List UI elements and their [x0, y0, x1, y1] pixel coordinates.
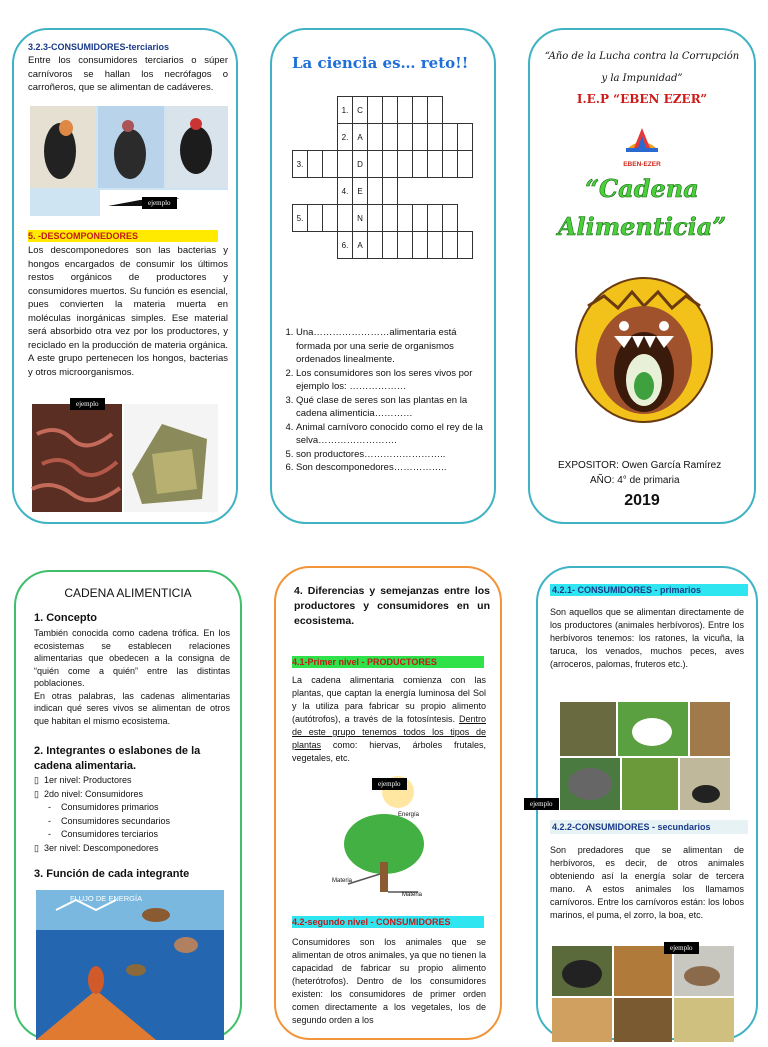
segundo-nivel-heading: 4.2-segundo nivel - CONSUMIDORES — [292, 916, 484, 928]
crossword-row — [293, 178, 473, 205]
secundarios-heading: 4.2.2-CONSUMIDORES - secundarios — [550, 820, 748, 834]
crossword-letter: A — [353, 124, 368, 151]
list-item: - Consumidores secundarios — [48, 815, 171, 826]
ejemplo-label: ejemplo — [372, 778, 407, 790]
motto-line-1: “Año de la Lucha contra la Corrupción — [544, 51, 740, 62]
motto-line-2: y la Impunidad” — [601, 73, 683, 84]
crossword-number: 2. — [338, 124, 353, 151]
energia-label: Energía — [398, 812, 420, 818]
list-item-text: Consumidores primarios — [61, 802, 159, 813]
crossword-row — [293, 97, 473, 124]
carnivores-image — [552, 946, 734, 1042]
materia-label-2: Materia — [402, 892, 423, 898]
year: 2019 — [624, 492, 660, 509]
primer-nivel-text — [292, 674, 486, 765]
school-year: AÑO: 4° de primaria — [590, 475, 680, 486]
tree-energy-illustration — [328, 774, 440, 904]
terciarios-heading: 3.2.3-CONSUMIDORES-terciarios — [28, 42, 170, 52]
list-item-text: Consumidores secundarios — [61, 815, 171, 826]
crossword-number: 5. — [293, 205, 308, 232]
crossword-row — [293, 232, 473, 259]
crossword-number: 1. — [338, 97, 353, 124]
expositor: EXPOSITOR: Owen García Ramírez — [558, 460, 722, 471]
crossword-row — [293, 205, 473, 232]
herbivores-image — [560, 702, 730, 810]
integrantes-heading: 2. Integrantes o eslabones de la cadena alimentaria. — [34, 745, 201, 772]
question-item: 4. Animal carnívoro conocido como el rey de la selva……………………. — [296, 421, 492, 448]
panel-terciarios-descomponedores — [12, 28, 238, 524]
ejemplo-label-2: ejemplo — [70, 398, 105, 410]
crossword-letter: C — [353, 97, 368, 124]
question-item: 1. Una……………………alimentaria está formada por una serie de organismos ordenados linealmente. — [296, 326, 492, 367]
list-item: - Consumidores terciarios — [48, 829, 159, 840]
list-item-text: 3er nivel: Descomponedores — [43, 842, 159, 853]
crossword-number: 6. — [338, 232, 353, 259]
list-item: ▯ 3er nivel: Descomponedores — [34, 842, 159, 853]
crossword-number: 3. — [293, 151, 308, 178]
primer-nivel-text-a: La cadena alimentaria comienza con las plantas, que captan la energía luminosa del Sol y la utiliza para fabricar su propio alimento (autótrofos), a través de la fotosíntesis. — [292, 675, 486, 724]
diferencias-heading: 4. Diferencias y semejanzas entre los productores y consumidores en un ecosistema. — [294, 585, 490, 627]
list-item: ▯ 1er nivel: Productores — [34, 775, 132, 785]
concepto-paragraph-2: En otras palabras, las cadenas alimentarias indican qué seres vivos se alimentan de otros que habitan el mismo ecosistema. — [34, 690, 230, 726]
list-item-text: Consumidores terciarios — [61, 829, 159, 840]
panel-productores — [274, 566, 502, 1040]
panel-cadena-alimenticia — [14, 570, 242, 1040]
concepto-paragraph-1: También conocida como cadena trófica. En los ecosistemas se establecen relaciones alimentarias que obedecen a la consigna de “quién come a quién” entre las distintas poblaciones. — [34, 628, 230, 688]
question-item: 6. Son descomponedores…………….. — [296, 461, 492, 475]
school-logo-icon — [620, 122, 664, 168]
panel-portada — [528, 28, 756, 524]
terciarios-text: Entre los consumidores terciarios o súper carnívoros se hallan los necrófagos o carroñeros, que se alimentan de cadáveres. — [28, 55, 228, 93]
crossword-title: La ciencia es… reto!! — [292, 54, 469, 72]
motto — [530, 46, 754, 90]
ejemplo-label: ejemplo — [142, 197, 177, 209]
ejemplo-label-2: ejemplo — [664, 942, 699, 954]
question-item: 5. son productores…………………….. — [296, 448, 492, 462]
logo-text: EBEN-EZER — [623, 161, 661, 168]
primarios-text: Son aquellos que se alimentan directamente de los productores (animales herbívoros). Entre los herbívoros tenemos: los ratones, la vicuña, la taruca, los venados, muchos peces, aves (arroceros, palomas, fruteros etc.). — [550, 607, 744, 669]
materia-label-1: Materia — [332, 878, 353, 884]
crossword-row — [293, 151, 473, 178]
list-item: - Consumidores primarios — [48, 802, 159, 813]
school-name: I.E.P “EBEN EZER” — [576, 92, 708, 106]
energy-flow-image — [36, 890, 224, 1040]
crossword-number: 4. — [338, 178, 353, 205]
energy-flow-label: FLUJO DE ENERGÍA — [70, 894, 143, 903]
primer-nivel-text-c: como: hiervas, árboles frutales, vegetales, etc. — [292, 740, 486, 763]
primer-nivel-heading: 4.1-Primer nivel - PRODUCTORES — [292, 656, 484, 668]
question-item: 2. Los consumidores son los seres vivos por ejemplo los: ……………… — [296, 367, 492, 394]
primarios-heading: 4.2.1- CONSUMIDORES - primarios — [550, 584, 748, 596]
panel-consumidores — [530, 566, 758, 1040]
segundo-nivel-text: Consumidores son los animales que se alimentan de otros animales, ya que no tienen la capacidad de fabricar su propio alimento (heterótrofos). Dentro de los consumidores existen: los consumidores de primer orden comen directamente a los vegetales, los de segundo orden a los — [292, 937, 486, 1025]
section-title: CADENA ALIMENTICIA — [64, 586, 192, 600]
ejemplo-label: ejemplo — [524, 798, 559, 810]
crossword-letter: E — [353, 178, 368, 205]
funcion-heading: 3. Función de cada integrante — [34, 868, 190, 880]
title-line-2: Alimenticia” — [557, 212, 727, 241]
list-item: ▯ 2do nivel: Consumidores — [34, 788, 144, 799]
brochure-title — [530, 170, 754, 246]
secundarios-text: Son predadores que se alimentan de herbívoros, es decir, de otros animales obteniendo así la energía solar de tercera mano. A estos animales los llamamos carnívoros. Entre los carnívoros están: los lobos marinos, el puma, el zorro, la boa, etc. — [550, 845, 744, 920]
crossword-grid — [292, 96, 473, 259]
title-line-1: “Cadena — [585, 174, 699, 203]
crossword-questions — [282, 326, 492, 475]
list-item-text: 2do nivel: Consumidores — [43, 788, 144, 799]
panel-crucigrama — [270, 28, 496, 524]
list-item-text: 1er nivel: Productores — [43, 775, 132, 785]
concepto-heading: 1. Concepto — [34, 612, 97, 624]
lion-illustration — [574, 276, 714, 424]
crossword-row — [293, 124, 473, 151]
scavenger-birds-image — [30, 106, 228, 216]
primer-nivel-text-underlined: Dentro de este grupo tenemos todos los tipos de plantas — [292, 714, 486, 750]
crossword-letter: D — [353, 151, 368, 178]
question-item: 3. Qué clase de seres son las plantas en la cadena alimenticia………… — [296, 394, 492, 421]
descomponedores-text: Los descomponedores son las bacterias y hongos encargados de consumir los últimos restos orgánicos de productores y consumidores muertos. Su función es esencial, pues convierten la materia muerta en moléculas inorgánicas simples. Ese material será absorbido otra vez por los productores, y reciclado en la producción de materia orgánica. A este grupo pertenecen los hongos, bacterias y otros microorganismos. — [28, 245, 228, 378]
decomposers-image — [32, 404, 218, 512]
integrantes-list — [34, 774, 234, 856]
descomponedores-heading: 5. -DESCOMPONEDORES — [28, 230, 218, 242]
crossword-letter: A — [353, 232, 368, 259]
concepto-text — [34, 627, 230, 727]
crossword-letter: N — [353, 205, 368, 232]
